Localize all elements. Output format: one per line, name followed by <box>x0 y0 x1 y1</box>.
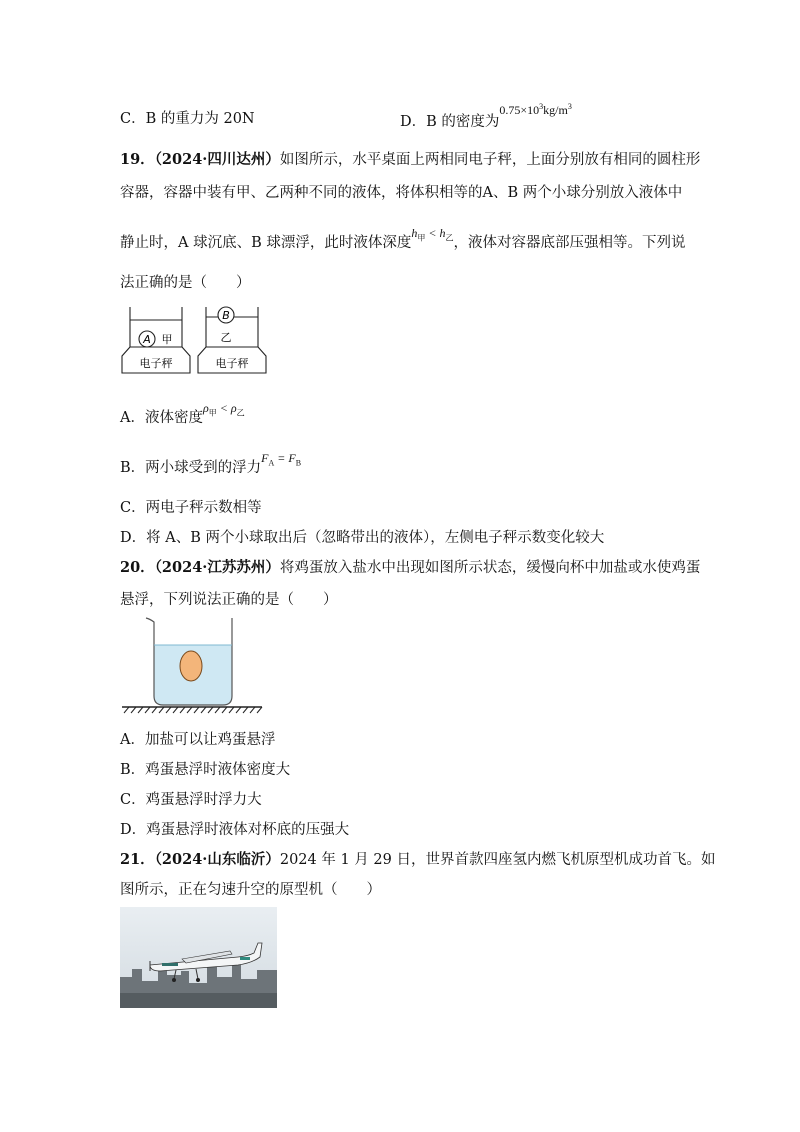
liquid-b-label: 乙 <box>220 331 232 344</box>
hatch-mark <box>201 707 206 713</box>
q20-text-2: 悬浮，下列说法正确的是（ ） <box>120 592 338 608</box>
container-left <box>130 307 182 347</box>
hatch-mark <box>243 707 248 713</box>
egg <box>180 651 202 681</box>
rho-yi-sub: 乙 <box>236 408 245 418</box>
hatch-mark <box>250 707 255 713</box>
hatch-mark <box>166 707 171 713</box>
rho-jia: ρ <box>202 401 209 415</box>
q19-option-d <box>120 528 604 548</box>
density-exp: 3 <box>539 102 544 111</box>
hatch-mark <box>215 707 220 713</box>
q21-line-1 <box>120 850 715 870</box>
q19-text-2: 容器，容器中装有甲、乙两种不同的液体，将体积相等的A、B 两个小球分别放入液体中 <box>120 185 683 201</box>
rho-yi: ρ <box>230 401 237 415</box>
density-value: 0.75×10 <box>499 103 540 117</box>
less-than: < <box>425 226 440 240</box>
q20-option-c-text: C．鸡蛋悬浮时浮力大 <box>120 792 262 808</box>
scale-right-label: 电子秤 <box>215 357 249 370</box>
q20-text-1: 将鸡蛋放入盐水中出现如图所示状态，缓慢向杯中加盐或水使鸡蛋 <box>279 560 701 576</box>
hatch-mark <box>131 707 136 713</box>
q18-option-c-text: C．B 的重力为 20N <box>120 111 255 127</box>
q18-density-formula <box>499 103 571 117</box>
q20-option-d <box>120 820 349 840</box>
ball-a-label: A <box>143 333 151 346</box>
q20-source: （2024·江苏苏州） <box>154 559 280 576</box>
density-unit: kg/m <box>543 103 568 117</box>
h-yi: h <box>439 226 446 240</box>
q19-buoyancy-compare <box>261 451 302 468</box>
hatch-mark <box>145 707 150 713</box>
q18-option-d-text: D．B 的密度为 <box>400 114 500 130</box>
hatch-mark <box>173 707 178 713</box>
q20-figure-beaker <box>120 614 265 714</box>
table-hatching <box>124 707 262 713</box>
q19-text-1: 如图所示，水平桌面上两相同电子秤，上面分别放有相同的圆柱形 <box>279 152 701 168</box>
rho-jia-sub: 甲 <box>208 408 217 418</box>
q20-option-a-text: A．加盐可以让鸡蛋悬浮 <box>120 732 276 748</box>
q21-line-2 <box>120 880 381 900</box>
q19-depth-formula <box>411 226 454 243</box>
hatch-mark <box>257 707 262 713</box>
q19-line-2 <box>120 183 682 203</box>
rho-less-than: < <box>216 401 231 415</box>
h-jia: h <box>411 226 418 240</box>
q19-text-4: 法正确的是（ ） <box>120 275 251 291</box>
q19-option-c-text: C．两电子秤示数相等 <box>120 500 262 516</box>
q19-option-a <box>120 401 245 433</box>
q20-option-d-text: D．鸡蛋悬浮时液体对杯底的压强大 <box>120 822 350 838</box>
scale-left-label: 电子秤 <box>139 357 173 370</box>
density-unit-exp: 3 <box>567 102 572 111</box>
hatch-mark <box>138 707 143 713</box>
q20-line-2 <box>120 590 338 610</box>
q21-photo-plane <box>120 907 277 1008</box>
q18-option-c <box>120 109 255 129</box>
f-b: F <box>288 451 296 465</box>
q20-option-b <box>120 760 290 780</box>
ball-b-label: B <box>222 309 230 322</box>
q19-line-3 <box>120 226 686 258</box>
q19-option-a-text: A．液体密度 <box>120 410 203 426</box>
q19-text-3b: ，液体对容器底部压强相等。下列说 <box>453 235 686 251</box>
q19-option-b <box>120 451 302 483</box>
h-yi-sub: 乙 <box>445 233 454 243</box>
q19-number: 19． <box>120 151 155 168</box>
hatch-mark <box>124 707 129 713</box>
q21-number: 21． <box>120 851 155 868</box>
hatch-mark <box>208 707 213 713</box>
hatch-mark <box>180 707 185 713</box>
q19-option-b-text: B．两小球受到的浮力 <box>120 460 262 476</box>
q19-line-1 <box>120 150 700 170</box>
hatch-mark <box>229 707 234 713</box>
f-b-sub: B <box>295 458 302 468</box>
q19-option-d-text: D．将 A、B 两个小球取出后（忽略带出的液体），左侧电子秤示数变化较大 <box>120 530 605 546</box>
q20-option-c <box>120 790 262 810</box>
q20-option-a <box>120 730 275 750</box>
q20-line-1 <box>120 558 700 578</box>
hatch-mark <box>159 707 164 713</box>
equals: = <box>274 451 289 465</box>
q20-number: 20． <box>120 559 155 576</box>
hatch-mark <box>194 707 199 713</box>
q21-text-2: 图所示，正在匀速升空的原型机（ ） <box>120 882 381 898</box>
f-a-sub: A <box>268 458 275 468</box>
f-a: F <box>261 451 269 465</box>
q19-text-3a: 静止时，A 球沉底、B 球漂浮，此时液体深度 <box>120 235 412 251</box>
q19-option-c <box>120 498 262 518</box>
liquid-a-label: 甲 <box>161 333 173 346</box>
h-jia-sub: 甲 <box>417 233 426 243</box>
hatch-mark <box>152 707 157 713</box>
q19-source: （2024·四川达州） <box>154 151 280 168</box>
hatch-mark <box>222 707 227 713</box>
hatch-mark <box>236 707 241 713</box>
q19-figure-scales <box>120 303 270 375</box>
q19-line-4 <box>120 273 251 293</box>
q20-option-b-text: B．鸡蛋悬浮时液体密度大 <box>120 762 291 778</box>
hatch-mark <box>187 707 192 713</box>
q21-text-1: 2024 年 1 月 29 日，世界首款四座氢内燃飞机原型机成功首飞。如 <box>279 852 716 868</box>
q21-source: （2024·山东临沂） <box>154 851 280 868</box>
ground <box>120 993 277 1008</box>
q19-density-compare <box>202 401 245 418</box>
q18-option-d <box>400 102 572 132</box>
